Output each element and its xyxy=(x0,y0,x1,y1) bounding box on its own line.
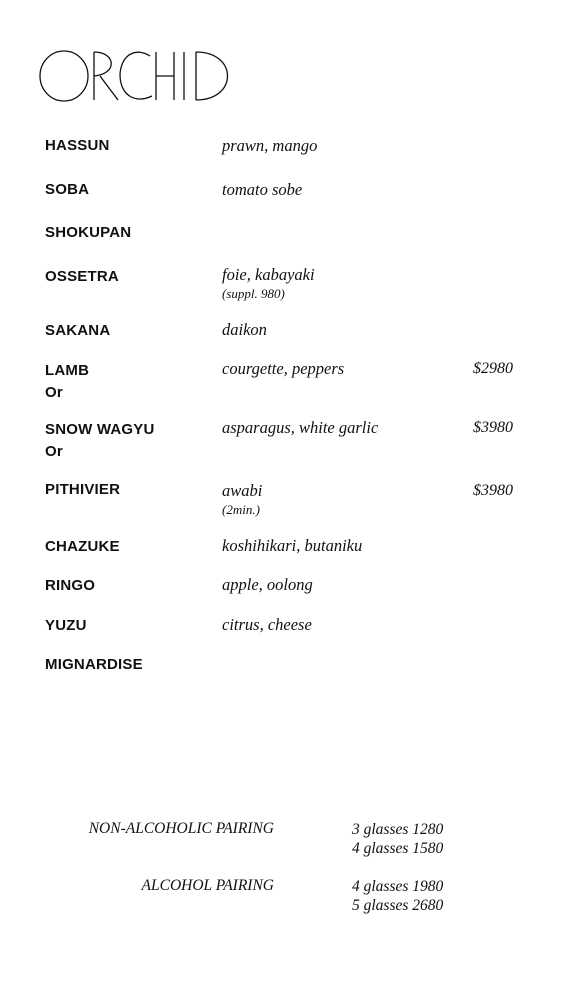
course-or: Or xyxy=(45,384,63,401)
pairing-label: ALCOHOL PAIRING xyxy=(141,877,274,894)
course-description: apple, oolong xyxy=(222,575,313,594)
course-price: $3980 xyxy=(473,419,513,436)
course-name: LAMB xyxy=(45,362,90,379)
course-price: $3980 xyxy=(473,482,513,499)
course-description: prawn, mango xyxy=(222,136,318,155)
course-name: PITHIVIER xyxy=(45,481,121,498)
orchid-logo xyxy=(38,48,234,104)
course-name: SHOKUPAN xyxy=(45,224,132,241)
orchid-wordmark xyxy=(38,48,234,104)
pairing-option: 3 glasses 1280 xyxy=(352,821,444,838)
course-or: Or xyxy=(45,443,63,460)
course-block xyxy=(45,362,89,401)
course-description: courgette, peppers xyxy=(222,359,345,378)
course-description: foie, kabayaki xyxy=(222,265,315,284)
course-name: SNOW WAGYU xyxy=(45,421,155,438)
course-description-block xyxy=(222,265,315,302)
pairing-label: NON-ALCOHOLIC PAIRING xyxy=(88,820,274,837)
pairing-option: 5 glasses 2680 xyxy=(352,897,444,914)
course-name: OSSETRA xyxy=(45,268,119,285)
course-description-block xyxy=(222,481,262,518)
pairing-option: 4 glasses 1580 xyxy=(352,840,444,857)
course-description: tomato sobe xyxy=(222,180,303,199)
course-name: YUZU xyxy=(45,617,87,634)
course-name: MIGNARDISE xyxy=(45,656,143,673)
pairing-options xyxy=(352,820,443,858)
course-name: SOBA xyxy=(45,181,90,198)
course-name: SAKANA xyxy=(45,322,111,339)
course-description: awabi xyxy=(222,481,263,500)
course-description: asparagus, white garlic xyxy=(222,418,379,437)
course-description: koshihikari, butaniku xyxy=(222,536,363,555)
course-price: $2980 xyxy=(473,360,513,377)
pairing-options xyxy=(352,877,443,915)
course-description: citrus, cheese xyxy=(222,615,312,634)
pairing-option: 4 glasses 1980 xyxy=(352,878,444,895)
course-name: RINGO xyxy=(45,577,96,594)
course-block xyxy=(45,421,155,460)
course-name: CHAZUKE xyxy=(45,538,120,555)
course-note: (2min.) xyxy=(222,502,260,517)
course-name: HASSUN xyxy=(45,137,110,154)
course-note: (suppl. 980) xyxy=(222,286,285,301)
course-description: daikon xyxy=(222,320,267,339)
